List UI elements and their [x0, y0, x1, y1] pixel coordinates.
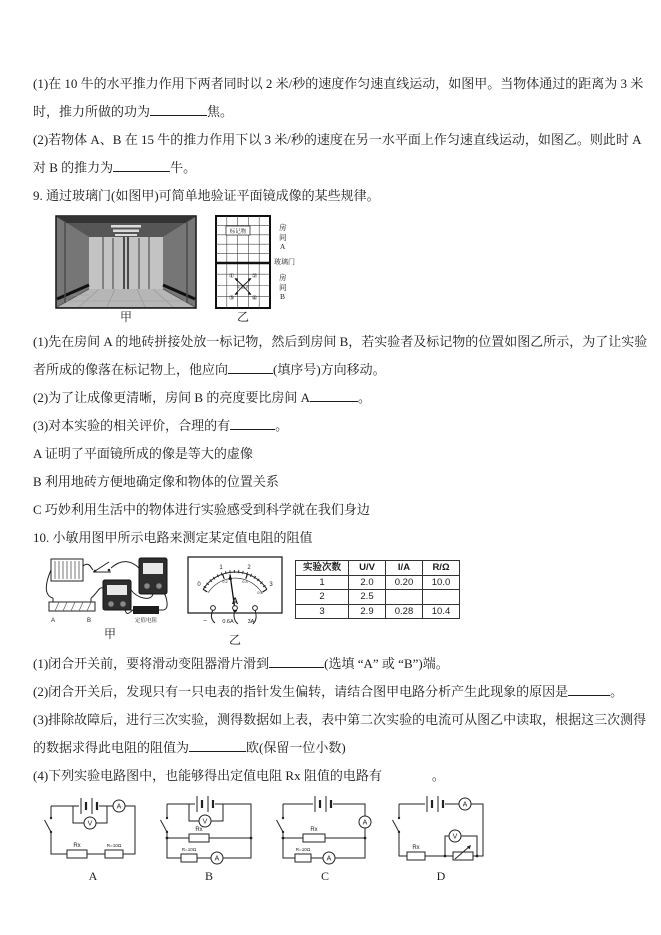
terminal-06a-label: 0.6A [222, 619, 234, 625]
q9-part1-line2 [33, 356, 635, 384]
q10-part3-line2-text: 的数据求得此电阻的阻值为 [33, 740, 190, 755]
r10-label: R=10Ω [181, 847, 197, 852]
battery-icon [197, 796, 213, 812]
ammeter-letter: A [462, 801, 468, 809]
answer-blank-cause [568, 683, 610, 696]
ammeter-unit-letter: A [231, 596, 239, 606]
cell-u-2: 2.5 [349, 590, 386, 605]
answer-blank-circuits [382, 768, 432, 780]
q8-part1-line1: (1)在 10 牛的水平推力作用下两者同时以 2 米/秒的速度作匀速直线运动，如图甲。当物体通过的距离为 3 米 [33, 76, 644, 91]
rheostat-end-a-label: A [50, 618, 56, 624]
q9-option-b: B 利用地砖方便地确定像和物体的位置关系 [33, 474, 279, 489]
battery-icon [315, 796, 331, 812]
r10-label: R=10Ω [106, 843, 122, 848]
q9-part3-text: (3)对本实验的相关评价，合理的有 [33, 418, 231, 433]
col-header-trial: 实验次数 [296, 561, 349, 576]
circuit-c-label: C [320, 869, 329, 883]
ammeter-subtick-04: 0.4 [242, 579, 248, 584]
rheostat-icon [453, 845, 473, 860]
col-header-current: I/A [386, 561, 423, 576]
q10-circuit-options [43, 792, 635, 884]
q10-part1-text: (1)闭合开关前，要将滑动变阻器滑片滑到 [33, 656, 270, 671]
q10-figures [45, 556, 635, 648]
ammeter-device-icon [103, 580, 131, 610]
q9-part3 [33, 412, 635, 440]
table-row [296, 590, 460, 605]
voltmeter-letter: V [202, 818, 208, 826]
terminal-negative-label: – [203, 617, 207, 624]
circuit-setup-sketch [45, 556, 175, 626]
col-header-voltage: U/V [349, 561, 386, 576]
circuit-diagram-a [43, 792, 143, 868]
rx-label: Rx [195, 827, 203, 833]
q9-part2-text: (2)为了让成像更清晰，房间 B 的亮度要比房间 A [33, 390, 310, 405]
q10-part1-tail: (选填 “A” 或 “B”)端。 [324, 656, 449, 671]
ammeter-subtick-06: 0.6 [257, 590, 263, 595]
ammeter-tick-0: 0 [197, 582, 201, 588]
q9-part1-line2-tail: (填序号)方向移动。 [273, 362, 386, 377]
terminal-negative [211, 606, 216, 611]
grid-side-labels [274, 215, 298, 309]
ammeter-face [187, 556, 283, 632]
table-row [296, 575, 460, 590]
resistor-rx [303, 834, 325, 842]
q10-part3-line1: (3)排除故障后，进行三次实验，测得数据如上表，表中第二次实验的电流可从图乙中读取，根据这三次测得 [33, 712, 647, 727]
cell-trial-2: 2 [296, 590, 349, 605]
q10-fig-jia-caption: 甲 [103, 627, 116, 641]
q10-part3-line2 [33, 734, 635, 762]
cell-u-1: 2.0 [349, 575, 386, 590]
q10-part2 [33, 678, 635, 706]
cell-r-1: 10.0 [423, 575, 460, 590]
q10-part2-tail: 。 [610, 684, 624, 699]
resistor-rx [67, 850, 87, 858]
fig-yi-caption: 乙 [236, 310, 249, 324]
circuit-a-label: A [88, 869, 98, 883]
switch-icon [393, 817, 401, 833]
q10-part4 [33, 762, 635, 790]
ammeter-tick-1: 1 [219, 565, 223, 571]
circuit-option-a [43, 792, 143, 884]
battery-icon [427, 796, 443, 812]
fig-jia-caption: 甲 [119, 310, 132, 324]
position-1: ① [228, 273, 235, 281]
cell-i-2 [386, 590, 423, 605]
switch-icon [277, 817, 285, 833]
cell-trial-3: 3 [296, 604, 349, 619]
q10-part4-text: (4)下列实验电路图中，也能够得出定值电阻 Rx 阻值的电路有 [33, 768, 382, 783]
answer-blank-resistance [189, 739, 246, 752]
resistor-r10 [181, 854, 197, 862]
voltmeter-letter: V [452, 833, 458, 841]
cell-trial-1: 1 [296, 575, 349, 590]
switch-icon [93, 562, 111, 572]
answer-blank-evaluation [230, 417, 275, 430]
rx-label: Rx [310, 827, 318, 833]
r10-label: R=10Ω [295, 847, 311, 852]
q10-fig-jia-box [45, 556, 175, 642]
fixed-resistor-label: 定值电阻 [134, 618, 158, 624]
glass-door-label: 玻璃门 [274, 258, 295, 266]
room-grid-diagram [215, 215, 271, 309]
circuit-diagram-c [275, 792, 375, 868]
q10-title: 10. 小敏用图甲所示电路来测定某定值电阻的阻值 [33, 530, 313, 545]
rheostat-icon [49, 598, 95, 611]
ammeter-letter: A [116, 803, 122, 811]
circuit-d-label: D [436, 869, 446, 883]
cell-r-3: 10.4 [423, 604, 460, 619]
q8-part2-line2 [33, 154, 635, 182]
q9-part2-tail: 。 [357, 390, 371, 405]
terminal-3a-label: 3A [247, 619, 255, 625]
experiment-data-table [295, 560, 460, 619]
answer-blank-direction [228, 361, 273, 374]
answer-blank-brightness [310, 389, 358, 402]
q10-part4-tail: 。 [431, 768, 445, 783]
battery-icon [81, 798, 97, 814]
glass-door-photo [55, 215, 197, 309]
q9-part1-line2-text: 者所成的像落在标记物上，他应向 [33, 362, 229, 377]
resistor-r10 [105, 850, 123, 858]
q9-fig-jia-box [55, 215, 197, 325]
cell-r-2 [423, 590, 460, 605]
q9-part1-line1: (1)先在房间 A 的地砖拼接处放一标记物，然后到房间 B，若实验者及标记物的位置如图乙所示，为了让实验 [33, 334, 648, 349]
rx-label: Rx [412, 845, 420, 851]
q9-part2 [33, 384, 635, 412]
circuit-option-d [391, 792, 491, 884]
q9-fig-yi-box [215, 215, 298, 325]
circuit-b-label: B [204, 869, 213, 883]
cell-u-3: 2.9 [349, 604, 386, 619]
col-header-resistance: R/Ω [423, 561, 460, 576]
q10-part1 [33, 650, 635, 678]
q8-part2-line2-text: 对 B 的推力为 [33, 160, 114, 175]
marker-label: 标记物 [229, 229, 247, 235]
ammeter-subtick-02: 0.2 [222, 579, 228, 584]
q9-part3-tail: 。 [275, 418, 289, 433]
circuit-option-c [275, 792, 375, 884]
q9-option-a: A 证明了平面镜所成的像是等大的虚像 [33, 446, 253, 461]
q10-part3-line2-tail: 欧(保留一位小数) [246, 740, 346, 755]
q10-fig-yi-box [187, 556, 283, 648]
ammeter-letter: A [362, 819, 368, 827]
position-2: ② [251, 273, 258, 281]
circuit-option-b [159, 792, 259, 884]
table-header-row [296, 561, 460, 576]
position-3: ③ [228, 295, 235, 302]
table-row [296, 604, 460, 619]
terminal-06a [233, 606, 238, 611]
q8-part1-line2 [33, 98, 635, 126]
answer-blank-work [150, 103, 207, 116]
ammeter-letter: A [326, 855, 332, 863]
switch-icon [161, 817, 169, 833]
q9-title: 9. 通过玻璃门(如图甲)可简单地验证平面镜成像的某些规律。 [33, 188, 380, 203]
position-4: ④ [251, 295, 258, 302]
answer-blank-force [113, 159, 170, 172]
voltmeter-device-icon [139, 558, 167, 594]
q8-part2-line1: (2)若物体 A、B 在 15 牛的推力作用下以 3 米/秒的速度在另一水平面上作匀速直线运动，如图乙。则此时 A [33, 132, 642, 147]
experimenter-label: 实验者 [236, 284, 250, 290]
resistor-rx [407, 852, 425, 860]
q9-figures [55, 215, 635, 325]
q10-part2-text: (2)闭合开关后，发现只有一只电表的指针发生偏转，请结合图甲电路分析产生此现象的原因是 [33, 684, 569, 699]
room-a-label: 房间A [279, 223, 287, 251]
rheostat-end-b-label: B [86, 618, 92, 624]
terminal-3a [253, 606, 258, 611]
q9-option-c: C 巧妙利用生活中的物体进行实验感受到科学就在我们身边 [33, 502, 370, 517]
q8-part1-line2-unit: 焦。 [207, 104, 234, 119]
resistor-rx [189, 834, 209, 842]
q10-fig-yi-caption: 乙 [228, 633, 241, 647]
answer-blank-slider [269, 655, 324, 668]
resistor-r10 [295, 854, 311, 862]
voltmeter-letter: V [87, 820, 93, 828]
fixed-resistor-icon [129, 606, 163, 614]
q8-part1-line2-text: 时，推力所做的功为 [33, 104, 151, 119]
ammeter-tick-2: 2 [247, 565, 251, 571]
q8-part2-line2-unit: 牛。 [170, 160, 197, 175]
ammeter-letter: A [214, 855, 220, 863]
cell-i-1: 0.20 [386, 575, 423, 590]
switch-icon [45, 817, 53, 833]
ammeter-tick-3: 3 [269, 582, 273, 588]
circuit-diagram-d [391, 792, 491, 868]
room-b-label: 房间B [279, 273, 287, 301]
circuit-diagram-b [159, 792, 259, 868]
cell-i-3: 0.28 [386, 604, 423, 619]
rx-label: Rx [73, 843, 81, 849]
